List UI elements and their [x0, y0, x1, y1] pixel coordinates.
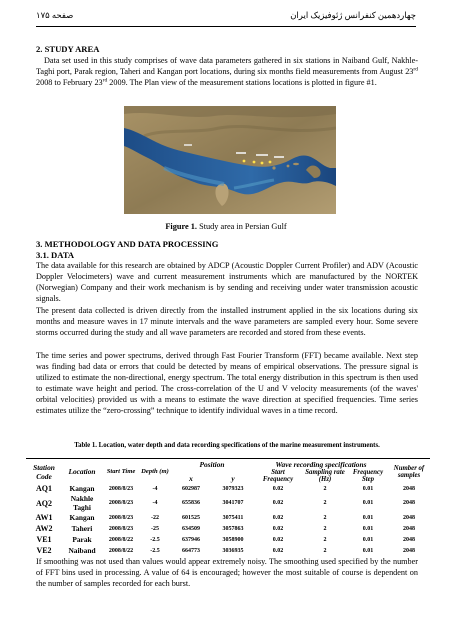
table-row	[26, 483, 430, 494]
col-start-time: Start Time	[106, 468, 136, 475]
table-cell-code: VE2	[36, 546, 52, 555]
table-cell-start: 2008/8/23	[108, 525, 134, 532]
table-cell-y: 3058900	[222, 536, 244, 543]
table-cell-y: 3057863	[222, 525, 244, 532]
table-cell-y: 3036935	[222, 547, 244, 554]
table-cell-x: 637946	[182, 536, 200, 543]
persian-gulf-map-image	[124, 106, 336, 214]
table-cell-start: 2008/8/23	[108, 500, 134, 506]
page-number: صفحه ۱۷۵	[36, 10, 74, 20]
table-row	[26, 534, 430, 545]
table-cell-samples: 2048	[403, 500, 415, 506]
station-marker	[253, 161, 256, 164]
col-location: Location	[68, 467, 96, 476]
closing-paragraph: If smoothing was not used than values would appear extremely noisy. The smoothing used specified by the number of FFT bins used in processing. A value of 64 is encouraged; however the most suitable of course is dependent on the number of samples recorded for each burst.	[36, 557, 418, 589]
table-cell-step: 0.01	[362, 500, 374, 506]
table-cell-step: 0.01	[362, 536, 374, 543]
table-cell-samples: 2048	[403, 547, 415, 554]
table-row	[26, 545, 430, 556]
table-cell-x: 664773	[182, 547, 200, 554]
table-top-rule	[26, 458, 430, 459]
table-cell-x: 602987	[182, 485, 200, 492]
table-cell-rate: 2	[323, 547, 327, 554]
table-cell-location: Taheri	[71, 524, 93, 533]
table-cell-y: 3075411	[222, 514, 244, 521]
table-cell-depth: -25	[151, 525, 159, 532]
table-row	[26, 512, 430, 523]
col-station-code: Station Code	[33, 462, 55, 481]
section-2-heading: 2. STUDY AREA	[36, 44, 100, 54]
col-start-frequency: Start Frequency	[262, 469, 294, 483]
table-cell-start: 2008/8/23	[108, 514, 134, 521]
page-header	[36, 10, 416, 24]
col-sampling-rate: Sampling rate (Hz)	[305, 469, 345, 483]
table-cell-y: 3079323	[222, 485, 244, 492]
station-marker	[261, 162, 264, 165]
table-row	[26, 494, 430, 512]
table-cell-samples: 2048	[403, 536, 415, 543]
table-cell-step: 0.01	[362, 485, 374, 492]
table-cell-code: AW1	[35, 513, 53, 522]
table-cell-freq: 0.02	[272, 536, 284, 543]
table-cell-x: 655836	[182, 500, 200, 506]
col-position: Position	[199, 460, 225, 469]
conference-title: چهاردهمین کنفرانس ژئوفیزیک ایران	[290, 10, 416, 20]
data-paragraph-1: The data available for this research are obtained by ADCP (Acoustic Doppler Current Profiler) and ADV (Acoustic Doppler Velocimeters) wave and current measurement instruments which are manufactured by the NORTEK (Norwegian) Company and their work mechanism is by sending and receiving under water transmission acoustic signals.	[36, 261, 418, 304]
table-cell-x: 601525	[182, 514, 200, 521]
table-cell-step: 0.01	[362, 525, 374, 532]
table-cell-start: 2008/8/22	[108, 547, 134, 554]
table-cell-start: 2008/8/23	[108, 485, 134, 492]
header-rule	[36, 26, 416, 27]
table-cell-depth: -4	[152, 485, 158, 492]
station-marker	[269, 161, 272, 164]
section-3-heading: 3. METHODOLOGY AND DATA PROCESSING	[36, 239, 219, 249]
table-1	[26, 460, 430, 556]
table-cell-rate: 2	[323, 525, 327, 532]
table-cell-code: VE1	[36, 535, 52, 544]
table-body	[26, 483, 430, 556]
section-2-paragraph: Data set used in this study comprises of wave data parameters gathered in six stations in Naiband Gulf, Nakhle-Taghi port, Parak region, Taheri and Kangan port locations, during six months field measurements from August 23rd 2008 to February 23rd 2009. The Plan view of the measurement stations locations is plotted in figure #1.	[36, 56, 418, 88]
col-frequency-step: Frequency Step	[352, 469, 384, 483]
study-area-map	[124, 106, 336, 214]
col-wave-recording: Wave recording specifications	[275, 460, 367, 469]
figure-1-caption: Figure 1. Study area in Persian Gulf	[165, 222, 287, 231]
table-cell-code: AQ2	[36, 498, 52, 508]
table-cell-location: Parak	[72, 535, 92, 544]
data-paragraph-3: The time series and power spectrums, derived through Fast Fourier Transform (FFT) became available. Next step was finding bad data or errors that could be detected by means of empirical observations. The pressure signal is utilized to estimate the non-directional, energy spectrum. The total energy distribution in this spectrum is then used to estimate wave height and period. The cross-correlation of the U and V velocity measurements (of the waves' orbital velocities) provided us with a means to estimate the wave direction at specified frequencies. Time series estimates utilize the “zero-crossing” technique to identify individual waves in a time record.	[36, 351, 418, 416]
table-cell-y: 3041707	[222, 500, 244, 506]
table-cell-step: 0.01	[362, 547, 374, 554]
col-x: x	[189, 474, 193, 483]
table-cell-samples: 2048	[403, 485, 415, 492]
table-cell-rate: 2	[323, 536, 327, 543]
table-cell-depth: -22	[151, 514, 159, 521]
table-cell-freq: 0.02	[272, 525, 284, 532]
table-cell-freq: 0.02	[272, 485, 284, 492]
table-cell-location: Naiband	[68, 546, 96, 555]
table-cell-start: 2008/8/22	[108, 536, 134, 543]
table-1-caption: Table 1. Location, water depth and data recording specifications of the marine measurement instruments.	[74, 442, 380, 449]
table-cell-step: 0.01	[362, 514, 374, 521]
table-cell-depth: -2.5	[150, 547, 160, 554]
table-cell-code: AW2	[35, 524, 53, 533]
table-cell-freq: 0.02	[272, 500, 284, 506]
col-depth: Depth (m)	[141, 468, 169, 475]
table-cell-samples: 2048	[403, 525, 415, 532]
table-cell-rate: 2	[323, 500, 327, 506]
table-cell-rate: 2	[323, 485, 327, 492]
data-paragraph-2: The present data collected is driven directly from the installed instrument applied in the six locations during six months and measure waves in 17 minute intervals and the wave parameters are sampled every hour. Some severe storms occurred during the study and all wave parameters are recorded and stored from these events.	[36, 306, 418, 338]
table-cell-location: Kangan	[69, 513, 95, 522]
table-row	[26, 523, 430, 534]
table-cell-freq: 0.02	[272, 514, 284, 521]
subsection-3-1-heading: 3.1. DATA	[36, 250, 75, 260]
table-cell-code: AQ1	[36, 484, 52, 493]
table-cell-location: Kangan	[69, 484, 95, 493]
col-y: y	[231, 474, 235, 483]
col-number-of-samples: Number of samples	[393, 464, 425, 479]
table-cell-depth: -2.5	[150, 536, 160, 543]
station-marker	[243, 160, 246, 163]
table-cell-samples: 2048	[403, 514, 415, 521]
table-cell-freq: 0.02	[272, 547, 284, 554]
table-cell-x: 634509	[182, 525, 200, 532]
table-cell-depth: -4	[152, 500, 158, 506]
table-cell-rate: 2	[323, 514, 327, 521]
table-cell-location: Nakhle Taghi	[70, 494, 94, 512]
